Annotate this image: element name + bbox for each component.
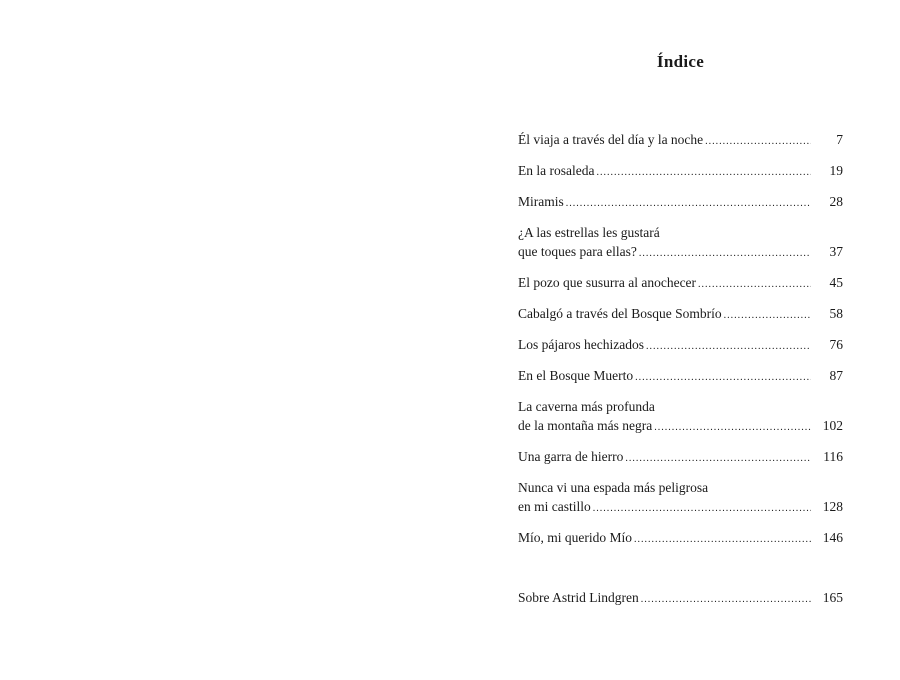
toc-entry[interactable] [518,130,843,151]
toc-entry-title: en mi castillo [518,499,591,514]
dot-leader [641,590,811,609]
toc-entry[interactable] [518,588,843,609]
toc-entry-title: En la rosaleda [518,163,595,178]
dot-leader [705,132,811,151]
toc-entry-line [518,223,843,242]
toc-entry-line [518,161,843,182]
toc-entry[interactable] [518,478,843,518]
toc-entry[interactable] [518,223,843,263]
toc-page-number: 146 [822,530,843,545]
toc-page-number: 87 [829,368,843,383]
dot-leader [634,530,811,549]
dot-leader [625,449,811,468]
toc-page-number: 58 [829,306,843,321]
toc-entry-line [518,416,843,437]
toc-entry-line [518,130,843,151]
dot-leader [635,368,811,387]
toc-entry-title: que toques para ellas? [518,244,637,259]
toc-entry-title: Nunca vi una espada más peligrosa [518,480,709,495]
toc-entry[interactable] [518,304,843,325]
dot-leader [596,163,811,182]
toc-entry-line [518,335,843,356]
toc-page-number: 128 [822,499,843,514]
toc-entry[interactable] [518,447,843,468]
toc-entry-line [518,447,843,468]
toc-entry[interactable] [518,161,843,182]
toc-entry-line [518,528,843,549]
toc-entry-title: Una garra de hierro [518,449,624,464]
toc-entry-title: Los pájaros hechizados [518,337,644,352]
toc-entry-line [518,242,843,263]
dot-leader [724,306,811,325]
toc-entry-line [518,304,843,325]
page-title: Índice [656,52,705,71]
toc-page-number: 116 [823,449,843,464]
toc-entry-title: Mío, mi querido Mío [518,530,632,545]
toc-entry[interactable] [518,366,843,387]
dot-leader [566,194,811,213]
toc-entry[interactable] [518,335,843,356]
dot-leader [639,244,811,263]
toc-entry-line [518,192,843,213]
dot-leader [654,418,811,437]
toc-page-number: 19 [829,163,843,178]
toc-entry-title: El pozo que susurra al anochecer [518,275,697,290]
toc-entry-line [518,497,843,518]
toc-entry-title: Él viaja a través del día y la noche [518,132,704,147]
toc-entry-title: Cabalgó a través del Bosque Sombrío [518,306,722,321]
toc-entry-line [518,397,843,416]
toc-page-number: 165 [822,590,843,605]
toc-page-number: 45 [829,275,843,290]
section-gap [518,559,843,588]
toc-page-number: 76 [829,337,843,352]
dot-leader [593,499,811,518]
toc-entry[interactable] [518,273,843,294]
toc-page-number: 28 [829,194,843,209]
toc-page-number: 7 [836,132,843,147]
toc-entry[interactable] [518,192,843,213]
toc-entry-title: Sobre Astrid Lindgren [518,590,639,605]
toc-entry-line [518,588,843,609]
dot-leader [698,275,811,294]
table-of-contents [518,130,843,619]
toc-appendix [518,588,843,609]
toc-entries [518,130,843,549]
toc-entry-line [518,273,843,294]
toc-entry-title: La caverna más profunda [518,399,655,414]
toc-page-number: 102 [822,418,843,433]
toc-entry-title: de la montaña más negra [518,418,653,433]
toc-entry-line [518,478,843,497]
toc-entry-title: En el Bosque Muerto [518,368,634,383]
toc-entry[interactable] [518,528,843,549]
toc-entry-line [518,366,843,387]
dot-leader [646,337,811,356]
toc-page-number: 37 [829,244,843,259]
toc-entry[interactable] [518,397,843,437]
toc-entry-title: Miramis [518,194,564,209]
toc-entry-title: ¿A las estrellas les gustará [518,225,660,240]
